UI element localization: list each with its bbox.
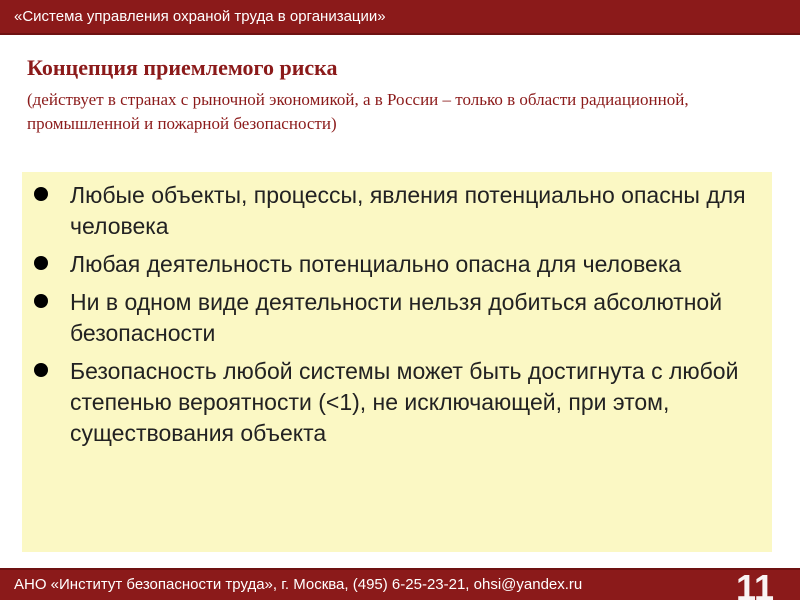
header-title: «Система управления охраной труда в организации» — [14, 8, 386, 25]
bullet-item — [22, 249, 772, 280]
bullet-item — [22, 356, 772, 449]
slide-subtitle: (действует в странах с рыночной экономикой, а в России – только в области радиационной, промышленной и пожарной безопасности) — [27, 90, 689, 133]
bullet-item — [22, 287, 772, 349]
header-bar — [0, 0, 800, 35]
bullet-icon — [34, 363, 48, 377]
bullet-icon — [34, 294, 48, 308]
page-number: 11 — [735, 570, 774, 600]
bullet-text: Любая деятельность потенциально опасна для человека — [70, 251, 682, 277]
bullet-item — [22, 180, 772, 242]
footer-text: АНО «Институт безопасности труда», г. Москва, (495) 6-25-23-21, ohsi@yandex.ru — [14, 576, 583, 593]
content-box — [22, 172, 772, 552]
bullet-text: Безопасность любой системы может быть достигнута с любой степенью вероятности (<1), не исключающей, при этом, существования объекта — [70, 358, 739, 446]
footer-bar — [0, 568, 800, 600]
slide-title: Концепция приемлемого риска — [27, 55, 338, 80]
bullet-list — [22, 180, 772, 456]
bullet-icon — [34, 187, 48, 201]
bullet-text: Любые объекты, процессы, явления потенциально опасны для человека — [70, 182, 746, 239]
bullet-text: Ни в одном виде деятельности нельзя добиться абсолютной безопасности — [70, 289, 723, 346]
bullet-icon — [34, 256, 48, 270]
